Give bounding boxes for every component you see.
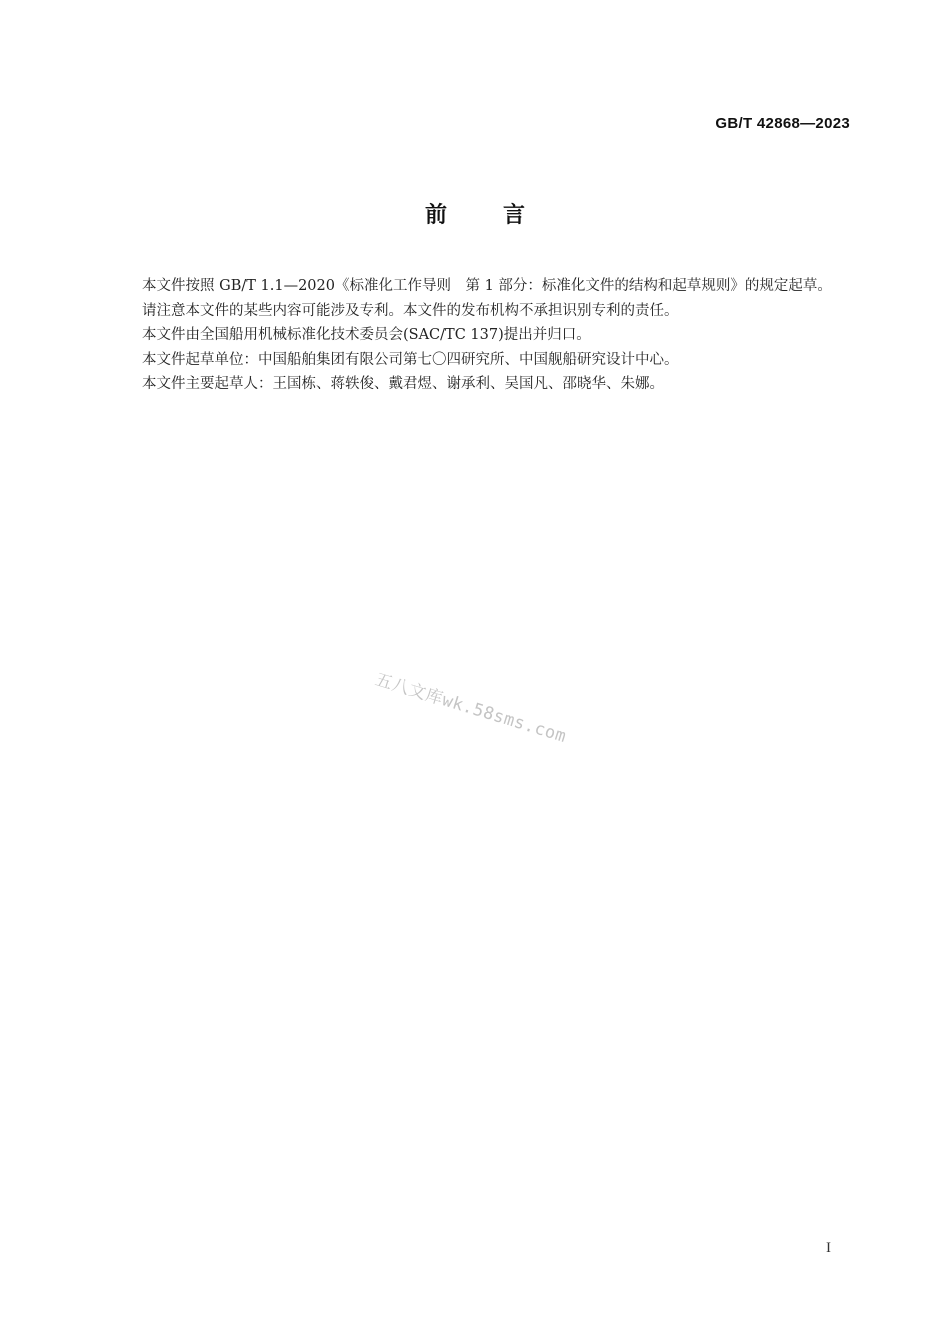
paragraph-drafting-units: 本文件起草单位：中国船舶集团有限公司第七〇四研究所、中国舰船研究设计中心。 [142, 351, 679, 368]
paragraph-drafters: 本文件主要起草人：王国栋、蒋轶俊、戴君煜、谢承利、吴国凡、邵晓华、朱娜。 [142, 376, 664, 392]
page-title: 前言 [424, 203, 581, 228]
paragraph-proposer: 本文件由全国船用机械标准化技术委员会(SAC/TC 137)提出并归口。 [142, 327, 591, 343]
page-number: I [826, 1240, 831, 1256]
watermark: 五八文库wk.58sms.com [372, 669, 569, 748]
foreword-body [113, 274, 853, 397]
standard-code: GB/T 42868—2023 [715, 115, 850, 132]
paragraph-patent-notice: 请注意本文件的某些内容可能涉及专利。本文件的发布机构不承担识别专利的责任。 [142, 302, 679, 319]
paragraph-drafting-rules: 本文件按照 GB/T 1.1—2020《标准化工作导则 第 1 部分：标准化文件的结构和起草规则》的规定起草。 [142, 278, 832, 294]
